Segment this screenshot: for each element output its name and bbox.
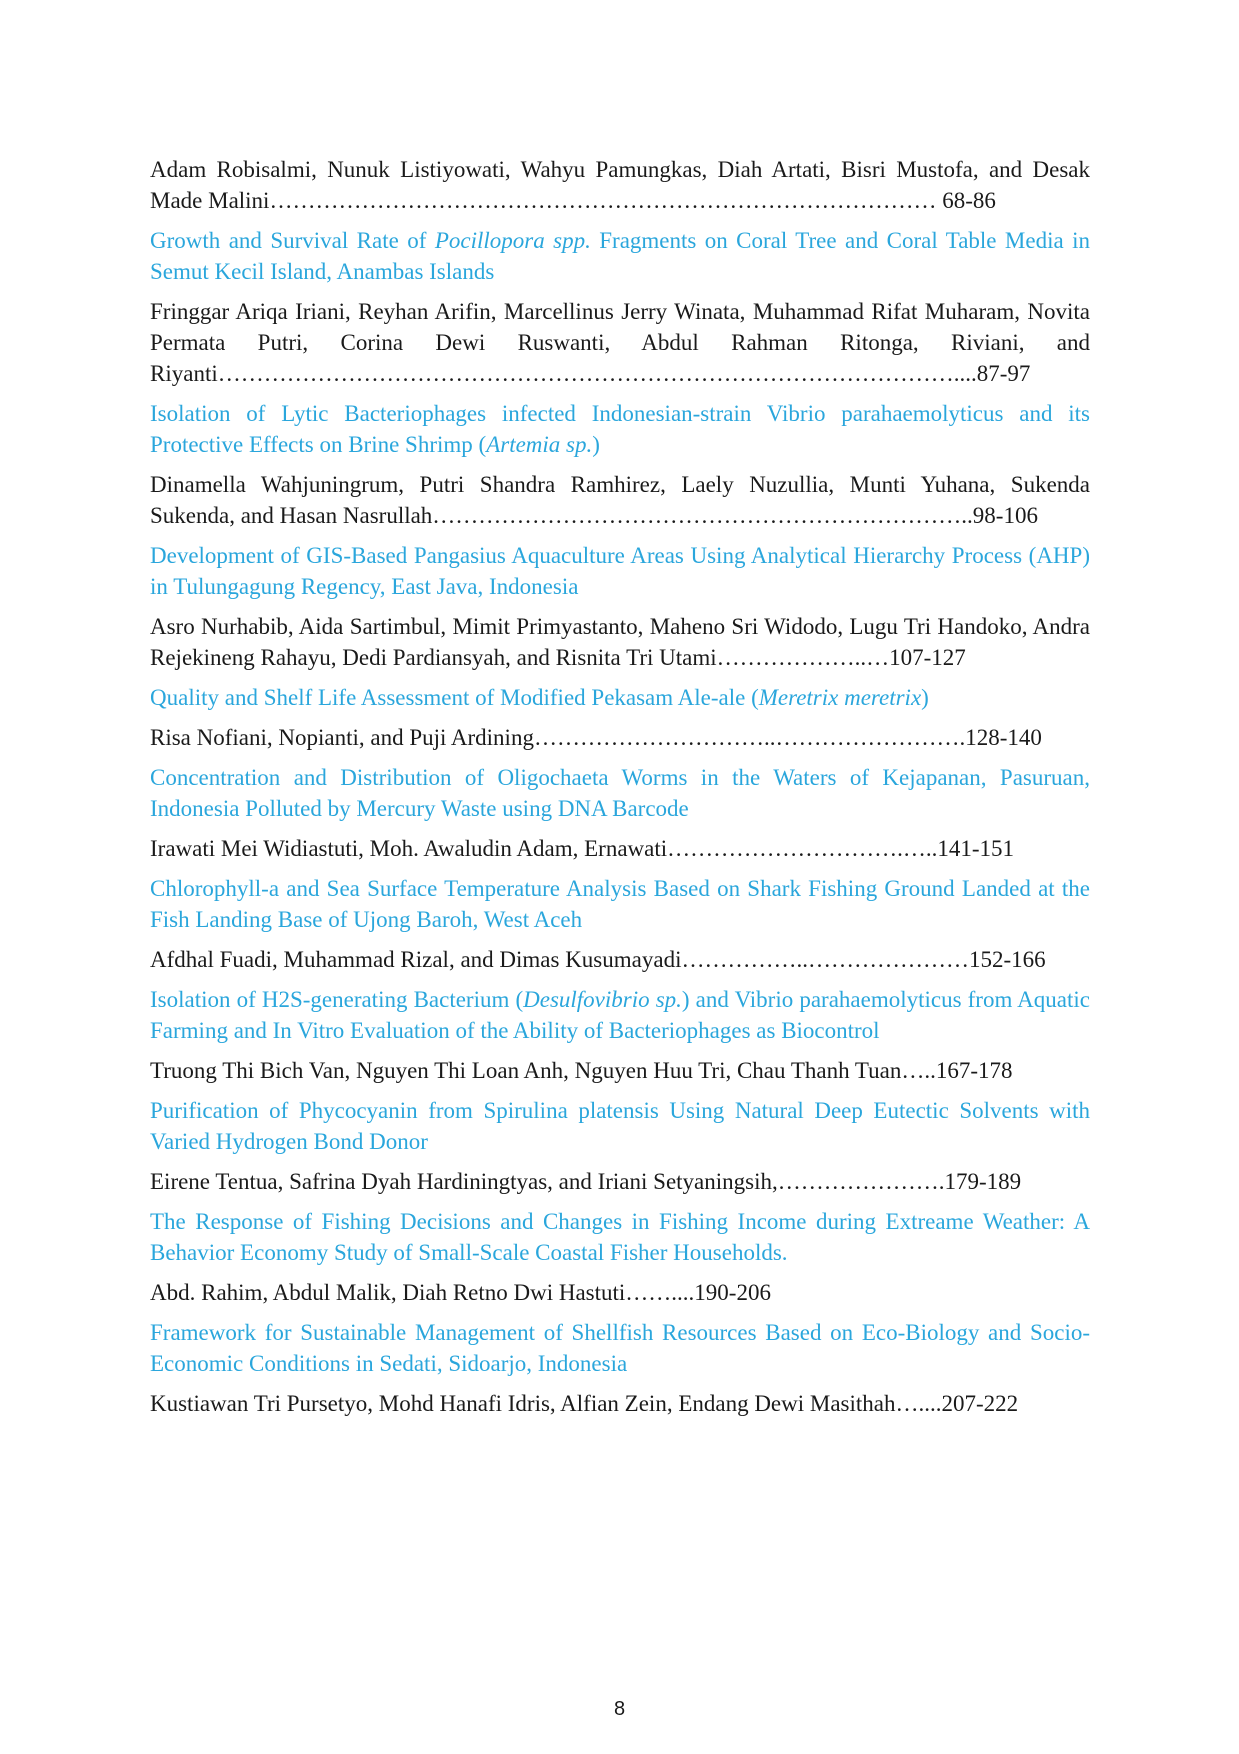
toc-entry xyxy=(150,984,1090,1086)
table-of-contents xyxy=(150,154,1090,1428)
article-authors: Fringgar Ariqa Iriani, Reyhan Arifin, Marcellinus Jerry Winata, Muhammad Rifat Muharam, Novita Permata Putri, Corina Dewi Ruswanti, Abdul Rahman Ritonga, Riviani, and Riyanti……………………………………………………………………………………....87-97 xyxy=(150,299,1090,386)
toc-entry xyxy=(150,540,1090,673)
toc-entry xyxy=(150,682,1090,753)
article-title: The Response of Fishing Decisions and Changes in Fishing Income during Extreame Weather: A Behavior Economy Study of Small-Scale Coastal Fisher Households. xyxy=(150,1209,1090,1265)
article-title: Growth and Survival Rate of Pocillopora spp. Fragments on Coral Tree and Coral Table Media in Semut Kecil Island, Anambas Islands xyxy=(150,228,1090,284)
article-authors: Afdhal Fuadi, Muhammad Rizal, and Dimas Kusumayadi……………..…………………152-166 xyxy=(150,947,1046,972)
article-title: Concentration and Distribution of Oligochaeta Worms in the Waters of Kejapanan, Pasuruan, Indonesia Polluted by Mercury Waste using DNA Barcode xyxy=(150,765,1090,821)
toc-entry xyxy=(150,225,1090,389)
page-number: 8 xyxy=(613,1698,626,1720)
article-authors: Asro Nurhabib, Aida Sartimbul, Mimit Primyastanto, Maheno Sri Widodo, Lugu Tri Handoko, Andra Rejekineng Rahayu, Dedi Pardiansyah, and Risnita Tri Utami………………..…107-127 xyxy=(150,614,1090,670)
toc-entry xyxy=(150,873,1090,975)
toc-entry xyxy=(150,1317,1090,1419)
article-authors: Risa Nofiani, Nopianti, and Puji Ardining…………………………..…………………….128-140 xyxy=(150,725,1042,750)
toc-entry xyxy=(150,1206,1090,1308)
article-authors: Adam Robisalmi, Nunuk Listiyowati, Wahyu Pamungkas, Diah Artati, Bisri Mustofa, and Desak Made Malini…………………………………………………………………………… 68-86 xyxy=(150,157,1090,213)
article-authors: Dinamella Wahjuningrum, Putri Shandra Ramhirez, Laely Nuzullia, Munti Yuhana, Sukenda Sukenda, and Hasan Nasrullah……………………………………………………………..98-106 xyxy=(150,472,1090,528)
article-authors: Eirene Tentua, Safrina Dyah Hardiningtyas, and Iriani Setyaningsih,………………….179-189 xyxy=(150,1169,1022,1194)
article-title: Framework for Sustainable Management of Shellfish Resources Based on Eco-Biology and Socio-Economic Conditions in Sedati, Sidoarjo, Indonesia xyxy=(150,1320,1090,1376)
article-title: Quality and Shelf Life Assessment of Modified Pekasam Ale-ale (Meretrix meretrix) xyxy=(150,685,929,710)
article-title: Purification of Phycocyanin from Spirulina platensis Using Natural Deep Eutectic Solvents with Varied Hydrogen Bond Donor xyxy=(150,1098,1090,1154)
article-title: Isolation of H2S-generating Bacterium (Desulfovibrio sp.) and Vibrio parahaemolyticus from Aquatic Farming and In Vitro Evaluation of the Ability of Bacteriophages as Biocontrol xyxy=(150,987,1090,1043)
toc-entry xyxy=(150,398,1090,531)
article-title: Development of GIS-Based Pangasius Aquaculture Areas Using Analytical Hierarchy Process (AHP) in Tulungagung Regency, East Java, Indonesia xyxy=(150,543,1090,599)
article-authors: Irawati Mei Widiastuti, Moh. Awaludin Adam, Ernawati………………………….…..141-151 xyxy=(150,836,1015,861)
article-title: Isolation of Lytic Bacteriophages infected Indonesian-strain Vibrio parahaemolyticus and its Protective Effects on Brine Shrimp (Artemia sp.) xyxy=(150,401,1090,457)
article-authors: Abd. Rahim, Abdul Malik, Diah Retno Dwi Hastuti……....190-206 xyxy=(150,1280,771,1305)
article-authors: Truong Thi Bich Van, Nguyen Thi Loan Anh, Nguyen Huu Tri, Chau Thanh Tuan…..167-178 xyxy=(150,1058,1013,1083)
toc-entry xyxy=(150,762,1090,864)
article-title: Chlorophyll-a and Sea Surface Temperature Analysis Based on Shark Fishing Ground Landed at the Fish Landing Base of Ujong Baroh, West Aceh xyxy=(150,876,1090,932)
article-authors: Kustiawan Tri Pursetyo, Mohd Hanafi Idris, Alfian Zein, Endang Dewi Masithah…....207-222 xyxy=(150,1391,1019,1416)
toc-entry xyxy=(150,1095,1090,1197)
